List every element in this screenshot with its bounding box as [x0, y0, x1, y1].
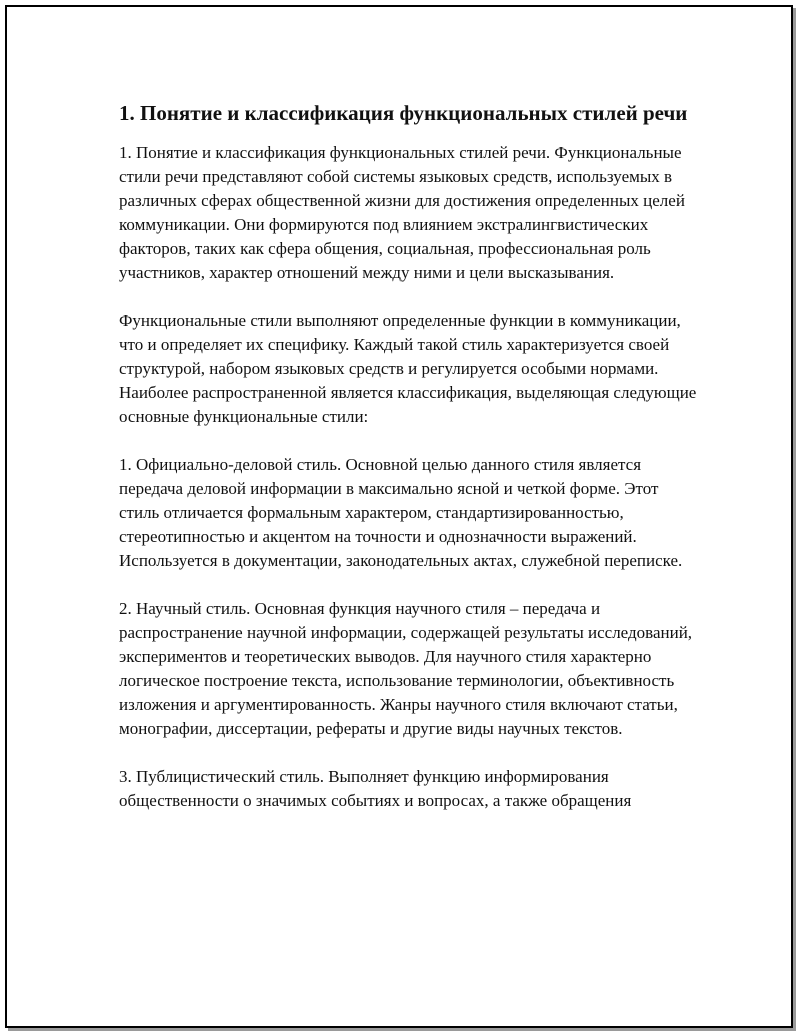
paragraph-functions: Функциональные стили выполняют определенные функции в коммуникации, что и определяет их специфику. Каждый такой стиль характеризуется своей структурой, набором языковых средств и регулируется особыми нормами. Наиболее распространенной является классификация, выделяющая следующие основные функциональные стили:	[119, 311, 697, 426]
document-content	[119, 99, 699, 837]
paragraph-publicistic-style: 3. Публицистический стиль. Выполняет функцию информирования общественности о значимых событиях и вопросах, а также обращения	[119, 767, 632, 810]
paragraph-intro: 1. Понятие и классификация функциональных стилей речи. Функциональные стили речи представляют собой системы языковых средств, используемых в различных сферах общественной жизни для достижения определенных целей коммуникации. Они формируются под влиянием экстралингвистических факторов, таких как сфера общения, социальная, профессиональная роль участников, характер отношений между ними и цели высказывания.	[119, 143, 685, 282]
paragraph-official-style: 1. Официально-деловой стиль. Основной целью данного стиля является передача деловой информации в максимально ясной и четкой форме. Этот стиль отличается формальным характером, стандартизированностью, стереотипностью и акцентом на точности и однозначности выражений. Используется в документации, законодательных актах, служебной переписке.	[119, 455, 683, 570]
section-heading: 1. Понятие и классификация функциональных стилей речи	[119, 101, 688, 125]
paragraph-scientific-style: 2. Научный стиль. Основная функция научного стиля – передача и распространение научной информации, содержащей результаты исследований, экспериментов и теоретических выводов. Для научного стиля характерно логическое построение текста, использование терминологии, объективность изложения и аргументированность. Жанры научного стиля включают статьи, монографии, диссертации, рефераты и другие виды научных текстов.	[119, 599, 693, 738]
document-page	[5, 5, 793, 1028]
